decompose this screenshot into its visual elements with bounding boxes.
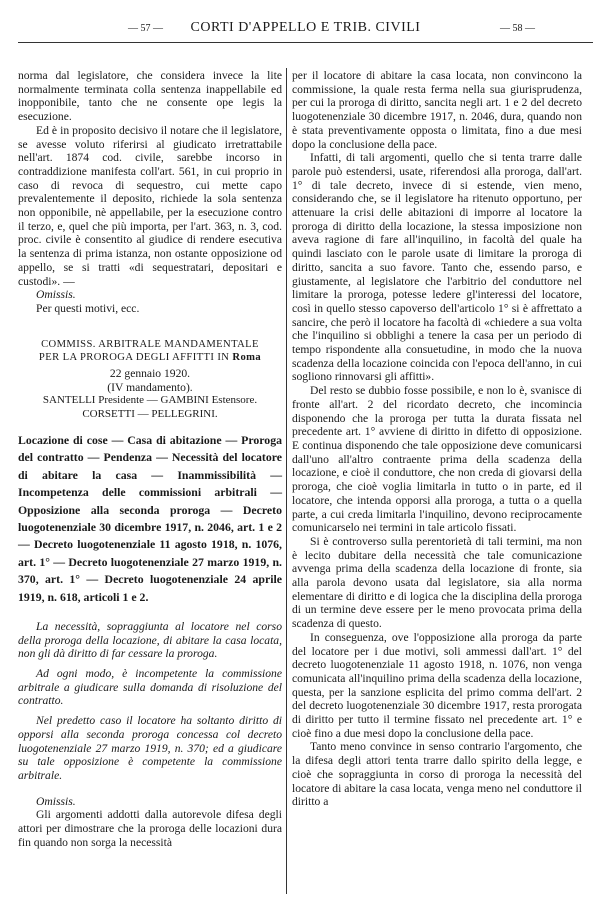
maxim-3: Nel predetto caso il locatore ha soltanto diritto di opporsi alla seconda proroga concessa col decreto luogotenenziale 27 marzo 1919, n. 370; ed a giudicare su tale opposizione è competente la commissione arbitrale. xyxy=(18,714,282,782)
case-heading: Locazione di cose — Casa di abitazione — Proroga del contratto — Pendenza — Necessità del locatore di abitare la casa — Inammissibilità — Incompetenza delle commissioni arbitrali — Opposizione alla seconda proroga — Decreto luogotenenziale 30 dicembre 1917, n. 2046, art. 1 e 2 — Decreto luogotenenziale 11 agosto 1918, n. 1076, art. 1° — Decreto luogotenenziale 27 marzo 1919, n. 370, art. 1° — Decreto luogotenenziale 24 aprile 1919, n. 618, articoli 1 e 2. xyxy=(18,432,282,604)
omissis-1: Omissis. xyxy=(36,288,76,302)
page-number-left: — 57 — xyxy=(128,23,163,34)
right-paragraph-6: Tanto meno convince in senso contrario l'argomento, che la difesa degli attori tenta trarre dallo spirito della legge, e cioè che sopraggiunta in corso di proroga la necessità del locatore di abitare la casa locata, venga meno nel conduttore il diritto a xyxy=(292,740,582,809)
decision-date: 22 gennaio 1920. xyxy=(109,367,191,381)
left-paragraph-3: Per questi motivi, ecc. xyxy=(36,301,140,315)
right-paragraph-1: per il locatore di abitare la casa locata, non convincono la commissione, la quale resta ferma nella sua giurisprudenza, per cui la proroga di diritto, sancita negli art. 1 e 2 del decreto luogotenenziale 30 dicembre 1917, n. 2046, dura, quando non è stata preventivamente opposta o limitata, fino a due mesi dopo la conclusione della pace. xyxy=(292,69,582,151)
left-paragraph-2: Ed è in proposito decisivo il notare che il legislatore, se avesse voluto riferirsi al giudicato irretrattabile nell'art. 1874 cod. civile, sarebbe incorso in contraddizione manifesta coll'art. 561, in cui proprio in caso di revoca di sequestro, cui mette capo prevalentemente il deposito, richiede la sola sentenza non opponibile, nè appellabile, per la esecuzione contro il terzo, e, quel che più importa, per l'art. 363, n. 3, cod. proc. civile è consentito al giudice di rendere esecutiva la sentenza di prima istanza, non ostante opposizione od appello, se si tratti «di sequestratari, depositari e custodi». — xyxy=(18,123,282,288)
running-header xyxy=(18,20,593,40)
judges-line-1: SANTELLI Presidente — GAMBINI Estensore. xyxy=(42,394,258,407)
page-number-right: — 58 — xyxy=(500,23,535,34)
left-column xyxy=(18,69,282,849)
column-divider xyxy=(286,68,287,894)
right-paragraph-4: Si è controverso sulla perentorietà di tali termini, ma non è lecito dubitare della necessità che tale comunicazione avvenga prima della scadenza della locazione di fronte, sia alla parola devono usata dal legislatore, sia alla norma elementare di diritto e di logica che la disciplina della proroga di un termine deve essere per le meno provocata prima della scadenza di questo. xyxy=(292,534,582,631)
omissis-2: Omissis. xyxy=(36,794,76,808)
court-name-line-1: COMMISS. ARBITRALE MANDAMENTALE xyxy=(41,338,259,350)
right-paragraph-2: Infatti, di tali argomenti, quello che si tenta trarre dalle parole può estendersi, usate, riferendosi alla proroga, dall'art. 1° di tale decreto, invece di si estende, vien meno, considerando che, se il legislatore ha ritenuto opportuno, per attenuare la crisi delle abitazioni di imporre al locatore la proroga di diritto della locazione, la stessa imposizione non aveva ragione di fare all'inquilino, in facoltà del quale ha quindi lasciato con le parole usate di limitare la proroga di diritto, sancita a suo favore. Tanto che, essendo parso, e giustamente, al legislatore che l'arbitrio del conduttore nel limitare la proroga, potesse ledere gl'interessi del locatore, così in quello stesso capoverso dell'articolo 1° si è affrettato a sancire, che però il locatore ha facoltà di «chiedere a sua volta che l'inquilino si obblighi a tenere la casa per un periodo di tempo rispondente alla consuetudine, in modo che la nuova scadenza della locazione coincida con l'epoca dell'anno, in cui sogliono rinnovarsi gli affitti». xyxy=(292,151,582,384)
running-title: CORTI D'APPELLO E TRIB. CIVILI xyxy=(190,20,421,35)
maxim-2: Ad ogni modo, è incompetente la commissione arbitrale a giudicare sulla domanda di risoluzione del contratto. xyxy=(18,667,282,708)
maxim-1: La necessità, sopraggiunta al locatore nel corso della proroga della locazione, di abitare la casa locata, non gli dà diritto di far cessare la proroga. xyxy=(18,619,282,661)
court-prefix: PER LA PROROGA DEGLI AFFITTI IN xyxy=(38,352,233,364)
right-paragraph-3: Del resto se dubbio fosse possibile, e non lo è, svanisce di fronte all'art. 2 del ricordato decreto, che incomincia disponendo che la proroga per tutta la durata fissata nel precedente art. 1° avviene di diritto in difetto di opposizione. E continua disponendo che tale opposizione deve comunicarsi dall'uno all'altro contraente prima della scadenza della locazione, e cioè il conduttore, che non creda di giovarsi della proroga, che cioè voglia limitarla in tutto o in parte, ed il locatore, che intenda opporsi alla proroga, a tutta o a quella parte, a cui creda limitarla l'inquilino, devono reciprocamente comunicarselo nei termini in tale articolo fissati. xyxy=(292,384,582,535)
left-paragraph-4: Gli argomenti addotti dalla autorevole difesa degli attori per dimostrare che la proroga delle locazioni dura fin quando non sorga la necessità xyxy=(18,808,282,849)
court-city: Roma xyxy=(232,352,262,364)
judges-line-2: CORSETTI — PELLEGRINI. xyxy=(82,408,218,421)
court-section: (IV mandamento). xyxy=(107,380,193,394)
court-name-line-2 xyxy=(18,351,282,365)
header-rule xyxy=(18,42,593,43)
right-column xyxy=(292,69,582,809)
right-paragraph-5: In conseguenza, ove l'opposizione alla proroga da parte del locatore per i due motivi, soli ammessi dall'art. 1° del decreto luogotenenziale 11 agosto 1918, n. 1076, non venga comunicata all'inquilino prima della scadenza della locazione, questa, per la sanzione esplicita del primo comma dell'art. 2 del decreto luogotenenziale 30 dicembre 1917, resta prorogata di diritto per tutto il termine fissato nel precedente art. 1° e cioè fino a due mesi dopo la conclusione della pace. xyxy=(292,630,582,740)
left-paragraph-1: norma dal legislatore, che considera invece la lite normalmente terminata colla sentenza inappellabile ed inopponibile, tanto che ne consente ope legis la esecuzione. xyxy=(18,69,282,124)
